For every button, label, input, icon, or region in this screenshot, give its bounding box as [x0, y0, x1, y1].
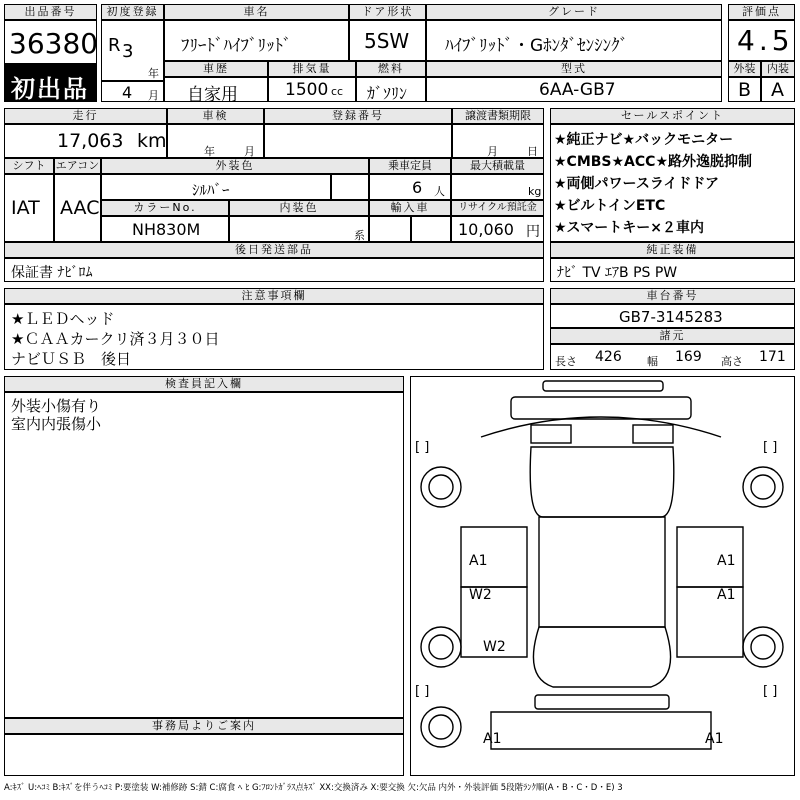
- color-no-label: カラーNo.: [101, 200, 229, 216]
- inspection-box: [167, 124, 264, 158]
- lot-number: 36380: [9, 27, 99, 60]
- dims-len-label: 長さ: [555, 355, 577, 368]
- car-diagram: [410, 376, 795, 776]
- chassis-value: GB7-3145283: [619, 308, 723, 326]
- ext-color-box: [101, 174, 331, 200]
- chassis-label: 車台番号: [550, 288, 795, 304]
- ext-color-blank: [331, 174, 369, 200]
- wheel-front-right: [743, 467, 783, 507]
- fuel-label: 燃料: [356, 61, 426, 77]
- shift-label: シフト: [4, 158, 54, 174]
- mark-w2-left: W2: [469, 587, 492, 603]
- car-name-label: 車名: [164, 4, 349, 20]
- dims-box: [550, 344, 795, 370]
- inspector-label: 検査員記入欄: [4, 376, 404, 392]
- recycle-box: [451, 216, 544, 242]
- headlight-right: [633, 425, 673, 443]
- score-int: A: [771, 79, 784, 101]
- sales-points-label: セールスポイント: [550, 108, 795, 124]
- capacity-label: 乗車定員: [369, 158, 451, 174]
- score-value: 4.5: [737, 24, 794, 57]
- sales-point-1: ★純正ナビ★バックモニター: [554, 132, 734, 148]
- later-box: [4, 258, 544, 282]
- dims-wid: 169: [675, 349, 702, 365]
- dims-len: 426: [595, 349, 622, 365]
- grade-label: グレード: [426, 4, 722, 20]
- recycle-label: リサイクル預託金: [451, 200, 544, 216]
- int-color-label: 内装色: [229, 200, 369, 216]
- transfer-box: [452, 124, 544, 158]
- first-listing-text: 初出品: [11, 75, 89, 103]
- mark-a1-right-front: A1: [717, 553, 736, 569]
- first-reg-label: 初度登録: [101, 4, 164, 20]
- notes-box: [4, 304, 544, 370]
- capacity-box: [369, 174, 451, 200]
- dims-hei: 171: [759, 349, 786, 365]
- sales-points-box: [550, 124, 795, 242]
- ext-color-value: ｼﾙﾊﾞｰ: [192, 181, 230, 199]
- first-reg-month-box: [101, 81, 164, 102]
- notes-label: 注意事項欄: [4, 288, 544, 304]
- displacement-unit: cc: [331, 85, 344, 98]
- score-int-label: 内装: [761, 61, 795, 77]
- reg-no-box: [264, 124, 452, 158]
- note-line-2: ★ＣＡＡカークリ済３月３０日: [11, 330, 220, 348]
- wheel-rear-left-inner: [429, 635, 453, 659]
- door-value: 5SW: [364, 29, 410, 53]
- recycle-unit: 円: [526, 224, 540, 240]
- capacity-unit: 人: [434, 185, 445, 198]
- legend-text: A:ｷｽﾞ U:ﾍｺﾐ B:ｷｽﾞを伴うﾍｺﾐ P:要塗装 W:補修跡 S:錆 C:腐食 ﾍ ﾋ G:ﾌﾛﾝﾄｶﾞﾗｽ点ｷｽﾞ XX:交換済み X:要交換 欠:欠品 内外・外装評価 5段階ﾗﾝｸ順(A・B・C・D・E) 3: [4, 783, 623, 793]
- max-load-unit: kg: [528, 185, 542, 198]
- spare-wheel-inner: [429, 715, 453, 739]
- mileage-box: [4, 124, 167, 158]
- model-value: 6AA-GB7: [539, 80, 616, 100]
- first-reg-box: [101, 20, 164, 81]
- door-label: ドア形状: [349, 4, 426, 20]
- inspector-line-2: 室内内張傷小: [11, 415, 102, 433]
- later-value: 保証書 ﾅﾋﾞﾛﾑ: [11, 265, 93, 281]
- int-color-box: [229, 216, 369, 242]
- note-line-1: ★ＬＥＤヘッド: [11, 310, 115, 328]
- displacement-box: [268, 77, 356, 102]
- inspection-label: 車検: [167, 108, 264, 124]
- equipment-value: ﾅﾋﾞ TV ｴｱB PS PW: [557, 265, 678, 281]
- rear-bumper-shape: [535, 695, 669, 709]
- hood-shape: [530, 447, 674, 517]
- dims-label: 諸元: [550, 328, 795, 344]
- aircon-value: AAC: [60, 197, 100, 219]
- first-reg-month: 4: [122, 83, 133, 102]
- score-box: [728, 20, 795, 61]
- transfer-day-unit: 日: [527, 145, 538, 158]
- history-box: [164, 77, 268, 105]
- reg-no-label: 登録番号: [264, 108, 452, 124]
- mark-a1-bottom-left: A1: [483, 731, 502, 747]
- wheel-front-right-inner: [751, 475, 775, 499]
- int-color-unit: 系: [354, 229, 365, 242]
- door-box: [349, 20, 426, 61]
- aircon-box: [54, 174, 101, 242]
- displacement-label: 排気量: [268, 61, 356, 77]
- shift-value: IAT: [11, 197, 40, 219]
- first-reg-month-unit: 月: [148, 89, 159, 102]
- wheel-rear-left: [421, 627, 461, 667]
- import-label: 輸入車: [369, 200, 451, 216]
- sales-point-4: ★ビルトインETC: [554, 198, 666, 214]
- mileage-label: 走行: [4, 108, 167, 124]
- mark-w2-left-rear: W2: [483, 639, 506, 655]
- svg-text:[ ]: [ ]: [415, 684, 430, 699]
- sales-point-2: ★CMBS★ACC★路外逸脱抑制: [554, 154, 752, 170]
- svg-text:[ ]: [ ]: [763, 440, 778, 455]
- score-ext-label: 外装: [728, 61, 761, 77]
- history-label: 車歴: [164, 61, 268, 77]
- grade-value: ﾊｲﾌﾞﾘｯﾄﾞ・Gﾎﾝﾀﾞｾﾝｼﾝｸﾞ: [445, 36, 629, 56]
- dims-wid-label: 幅: [647, 355, 658, 368]
- front-bumper-shape: [543, 381, 663, 391]
- shift-box: [4, 174, 54, 242]
- mark-a1-right-rear: A1: [717, 587, 736, 603]
- wheel-rear-right: [743, 627, 783, 667]
- aircon-label: エアコン: [55, 159, 100, 172]
- fuel-box: [356, 77, 426, 102]
- mileage-value: 17,063: [57, 130, 124, 152]
- equipment-box: [550, 258, 795, 282]
- sales-point-3: ★両側パワースライドドア: [554, 176, 720, 192]
- svg-text:[ ]: [ ]: [415, 440, 430, 455]
- first-reg-year-unit: 年: [148, 67, 159, 80]
- import-box-b: [411, 216, 451, 242]
- dims-hei-label: 高さ: [721, 355, 743, 368]
- lot-number-box: [4, 20, 97, 64]
- capacity-value: 6: [412, 178, 423, 197]
- car-name-value: ﾌﾘｰﾄﾞﾊｲﾌﾞﾘｯﾄﾞ: [181, 36, 292, 56]
- score-int-box: [761, 77, 795, 102]
- chassis-box: [550, 304, 795, 328]
- car-name-box: [164, 20, 349, 61]
- score-ext-box: [728, 77, 761, 102]
- car-diagram-svg: [411, 377, 794, 775]
- inspection-year-unit: 年: [204, 145, 215, 158]
- first-reg-year: 3: [122, 41, 134, 62]
- transfer-month-unit: 月: [487, 145, 498, 158]
- max-load-label: 最大積載量: [451, 158, 544, 174]
- model-box: [426, 77, 722, 102]
- import-box-a: [369, 216, 411, 242]
- rear-panel: [491, 712, 711, 749]
- fuel-value: ｶﾞｿﾘﾝ: [367, 84, 408, 103]
- color-no-value: NH830M: [132, 220, 201, 239]
- later-label: 後日発送部品: [4, 242, 544, 258]
- max-load-box: [451, 174, 544, 200]
- sales-point-5: ★スマートキー×２車内: [554, 220, 705, 236]
- hood-edge: [481, 417, 721, 437]
- first-listing-badge: [4, 64, 97, 102]
- inspector-line-1: 外装小傷有り: [11, 397, 102, 415]
- mark-a1-left-front: A1: [469, 553, 488, 569]
- svg-text:[ ]: [ ]: [763, 684, 778, 699]
- inspector-box: [4, 392, 404, 718]
- headlight-left: [531, 425, 571, 443]
- score-label: 評価点: [728, 4, 795, 20]
- ext-color-label: 外装色: [101, 158, 369, 174]
- inspection-month-unit: 月: [244, 145, 255, 158]
- wheel-front-left: [421, 467, 461, 507]
- rear-window-shape: [533, 627, 670, 687]
- first-reg-era: R: [108, 35, 121, 56]
- wheel-front-left-inner: [429, 475, 453, 499]
- roof-shape: [539, 517, 665, 627]
- history-value: 自家用: [187, 85, 238, 105]
- wheel-rear-right-inner: [751, 635, 775, 659]
- office-box: [4, 734, 404, 776]
- lot-label: 出品番号: [4, 4, 97, 20]
- grade-box: [426, 20, 722, 61]
- model-label: 型式: [426, 61, 722, 77]
- score-ext: B: [738, 79, 752, 101]
- office-label: 事務局よりご案内: [4, 718, 404, 734]
- mark-a1-bottom-right: A1: [705, 731, 724, 747]
- color-no-box: [101, 216, 229, 242]
- front-grille-shape: [511, 397, 691, 419]
- note-line-3: ナビＵＳＢ 後日: [11, 350, 132, 368]
- equipment-label: 純正装備: [550, 242, 795, 258]
- spare-wheel: [421, 707, 461, 747]
- recycle-value: 10,060: [458, 220, 514, 239]
- displacement-value: 1500: [285, 80, 329, 100]
- mileage-unit: km: [137, 130, 167, 152]
- transfer-label: 譲渡書類期限: [452, 108, 544, 124]
